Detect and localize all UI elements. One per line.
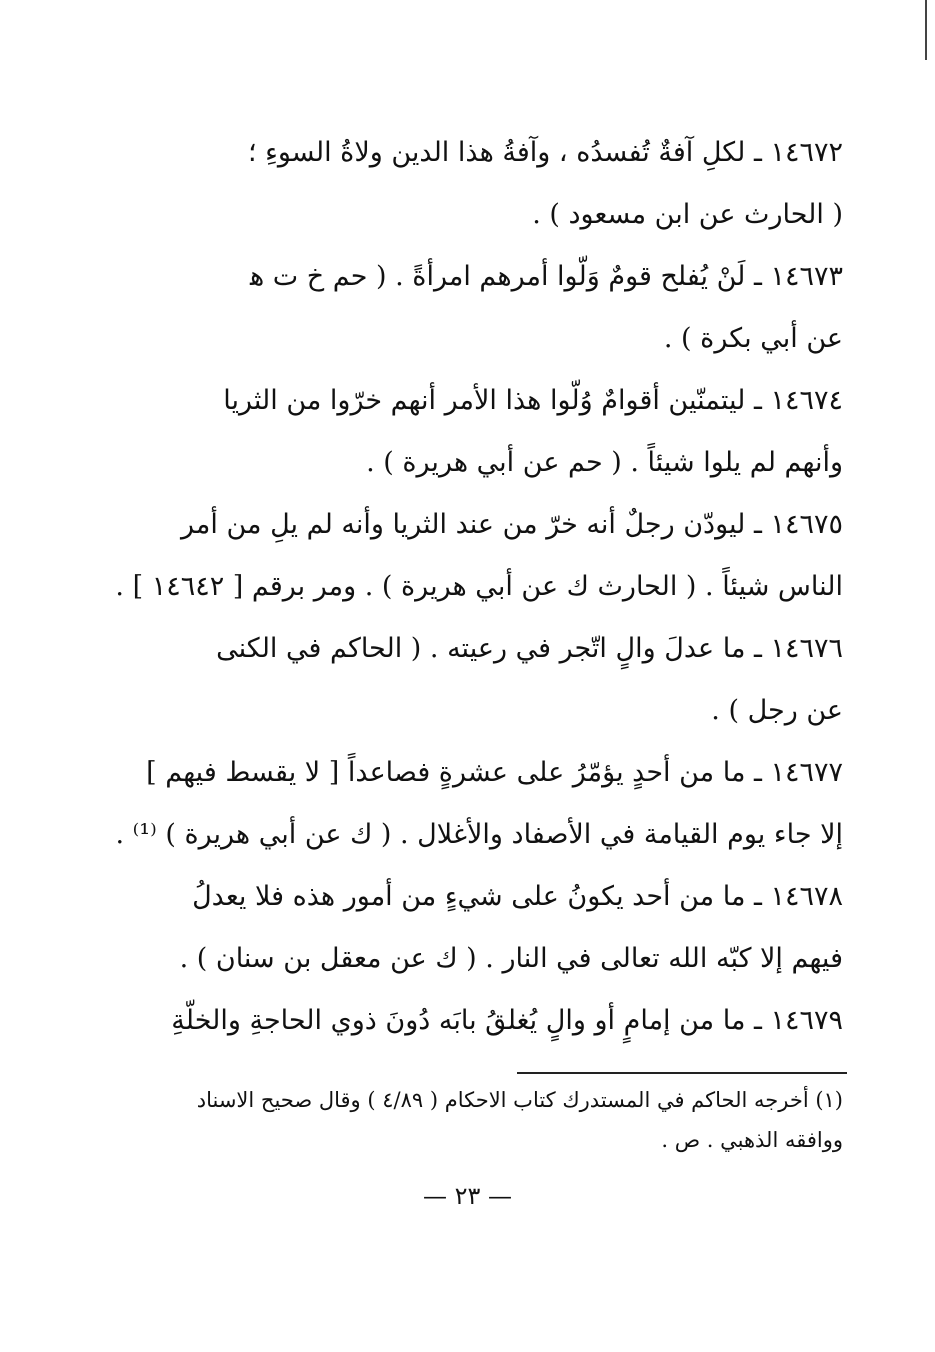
hadith-14675 — [115, 494, 843, 618]
hadith-14672 — [132, 122, 843, 246]
hadith-line: عن رجل ) . — [711, 695, 843, 726]
hadith-line: ١٤٦٧٩ ـ ما من إمامٍ أو والٍ يُغلقُ بابَه دُونَ ذوي الحاجةِ والخلّةِ — [171, 1005, 843, 1036]
hadith-14673 — [132, 246, 843, 370]
hadith-line: ١٤٦٧٤ ـ ليتمنّين أقوامٌ وُلّوا هذا الأمر أنهم خرّوا من الثريا — [223, 385, 843, 416]
hadith-line: فيهم إلا كبّه الله تعالى في النار . ( ك عن معقل بن سنان ) . — [179, 943, 843, 974]
hadith-14674 — [132, 370, 843, 494]
hadith-14679 — [132, 990, 843, 1052]
hadith-line: ١٤٦٧٣ ـ لَنْ يُفلح قومٌ وَلّوا أمرهم امرأةً . ( حم خ ت ﻫ — [249, 261, 843, 292]
hadith-14678 — [132, 866, 843, 990]
hadith-14677 — [115, 742, 843, 866]
footnote-divider — [517, 1072, 847, 1074]
footnotes — [132, 1080, 843, 1160]
hadith-line: ١٤٦٧٥ ـ ليودّن رجلٌ أنه خرّ من عند الثريا وأنه لم يلِ من أمر — [181, 509, 843, 540]
page-number: — ٢٣ — — [422, 1182, 513, 1210]
hadith-line: ١٤٦٧٢ ـ لكلِ آفةٌ تُفسدُه ، وآفةُ هذا الدين ولاةُ السوءِ ؛ — [247, 137, 843, 168]
hadith-line: الناس شيئاً . ( الحارث ك عن أبي هريرة ) . ومر برقم [ ١٤٦٤٢ ] . — [115, 571, 843, 602]
footnote-line: (١) أخرجه الحاكم في المستدرك كتاب الاحكام ( ٤/٨٩ ) وقال صحيح الاسناد — [196, 1088, 843, 1112]
footnote-line: ووافقه الذهبي . ص . — [661, 1128, 843, 1152]
hadith-list — [115, 122, 843, 1052]
hadith-14676 — [132, 618, 843, 742]
hadith-line: ( الحارث عن ابن مسعود ) . — [532, 199, 843, 230]
hadith-line: عن أبي بكرة ) . — [663, 323, 843, 354]
hadith-line: إلا جاء يوم القيامة في الأصفاد والأغلال . ( ك عن أبي هريرة ) ⁽¹⁾ . — [115, 819, 843, 850]
hadith-line: وأنهم لم يلوا شيئاً . ( حم عن أبي هريرة ) . — [366, 447, 843, 478]
hadith-line: ١٤٦٧٧ ـ ما من أحدٍ يؤمّرُ على عشرةٍ فصاعداً [ لا يقسط فيهم ] — [146, 757, 843, 788]
page-edge-line — [925, 0, 927, 60]
hadith-line: ١٤٦٧٦ ـ ما عدلَ والٍ اتّجر في رعيته . ( الحاكم في الكنى — [216, 633, 843, 664]
hadith-line: ١٤٦٧٨ ـ ما من أحد يكونُ على شيءٍ من أمور هذه فلا يعدلُ — [192, 881, 843, 912]
